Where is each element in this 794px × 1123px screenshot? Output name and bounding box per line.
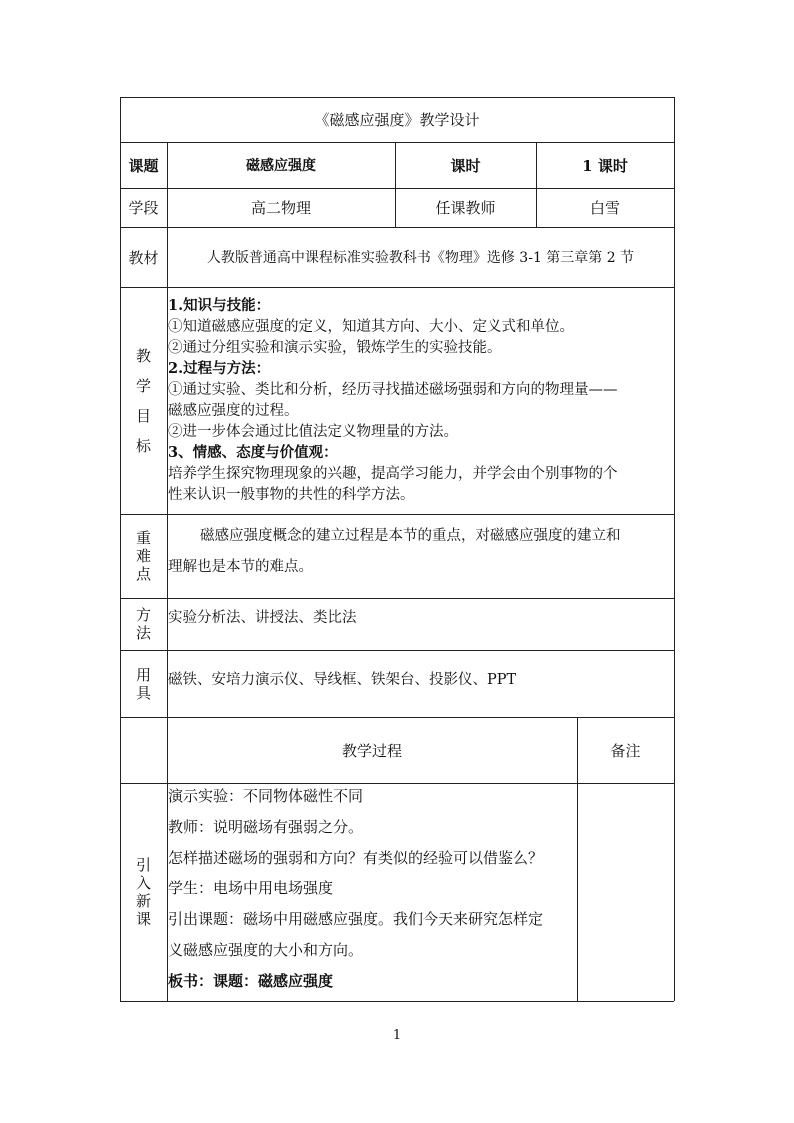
intro-label: 引 入 新 课 bbox=[135, 856, 151, 928]
topic-value: 磁感应强度 bbox=[246, 158, 316, 174]
methods-label: 方 法 bbox=[135, 606, 151, 642]
notes-header: 备注 bbox=[610, 741, 641, 760]
intro-line: 学生：电场中用电场强度 bbox=[168, 879, 334, 897]
tools-value: 磁铁、安培力演示仪、导线框、铁架台、投影仪、PPT bbox=[168, 672, 517, 688]
objective-line: 培养学生探究物理现象的兴趣，提高学习能力，并学会由个别事物的个 bbox=[168, 466, 618, 482]
grade-label: 学段 bbox=[128, 199, 159, 217]
grade-value: 高二物理 bbox=[250, 199, 311, 217]
table-border-bottom bbox=[120, 1001, 674, 1002]
intro-line: 义磁感应强度的大小和方向。 bbox=[168, 941, 364, 959]
objective-line: ①通过实验、类比和分析，经历寻找描述磁场强弱和方向的物理量—— bbox=[168, 382, 618, 398]
table-border-right bbox=[674, 97, 675, 1001]
textbook-value: 人教版普通高中课程标准实验教科书《物理》选修 3-1 第三章第 2 节 bbox=[206, 250, 635, 266]
intro-line: 引出课题：磁场中用磁感应强度。我们今天来研究怎样定 bbox=[168, 910, 544, 928]
objective-line: 磁感应强度的过程。 bbox=[168, 403, 299, 419]
tools-label: 用 具 bbox=[135, 665, 151, 702]
textbook-label: 教材 bbox=[128, 248, 159, 267]
document-title: 《磁感应强度》教学设计 bbox=[314, 111, 480, 129]
row-line bbox=[120, 598, 674, 599]
period-label: 课时 bbox=[450, 156, 481, 175]
key-points-label: 重 难 点 bbox=[135, 529, 151, 583]
objective-heading: 1.知识与技能： bbox=[168, 297, 271, 314]
objective-line: ①知道磁感应强度的定义，知道其方向、大小、定义式和单位。 bbox=[168, 319, 574, 335]
row-line bbox=[120, 287, 674, 288]
row-line bbox=[120, 514, 674, 515]
objective-heading: 2.过程与方法： bbox=[168, 360, 271, 377]
key-points-line: 磁感应强度概念的建立过程是本节的重点，对磁感应强度的建立和 bbox=[200, 528, 621, 544]
methods-value: 实验分析法、讲授法、类比法 bbox=[168, 610, 357, 626]
objective-line: 性来认识一般事物的共性的科学方法。 bbox=[168, 487, 415, 503]
intro-line: 演示实验：不同物体磁性不同 bbox=[168, 787, 364, 805]
period-value: 1 课时 bbox=[582, 156, 628, 175]
row-line bbox=[120, 650, 674, 651]
teacher-value: 白雪 bbox=[589, 199, 620, 217]
objective-heading: 3、情感、态度与价值观： bbox=[168, 444, 338, 461]
intro-board-note: 板书：课题：磁感应强度 bbox=[168, 972, 334, 990]
objective-line: ②进一步体会通过比值法定义物理量的方法。 bbox=[168, 424, 458, 440]
topic-label: 课题 bbox=[128, 156, 159, 175]
teacher-label: 任课教师 bbox=[435, 199, 496, 217]
intro-line: 教师：说明磁场有强弱之分。 bbox=[168, 818, 364, 836]
process-header: 教学过程 bbox=[341, 741, 402, 760]
page-number: 1 bbox=[392, 1028, 402, 1043]
key-points-line: 理解也是本节的难点。 bbox=[168, 559, 313, 575]
intro-line: 怎样描述磁场的强弱和方向？有类似的经验可以借鉴么？ bbox=[168, 849, 544, 867]
objectives-label: 教 学 目 标 bbox=[135, 346, 151, 455]
objective-line: ②通过分组实验和演示实验，锻炼学生的实验技能。 bbox=[168, 340, 502, 356]
row-line bbox=[120, 783, 674, 784]
